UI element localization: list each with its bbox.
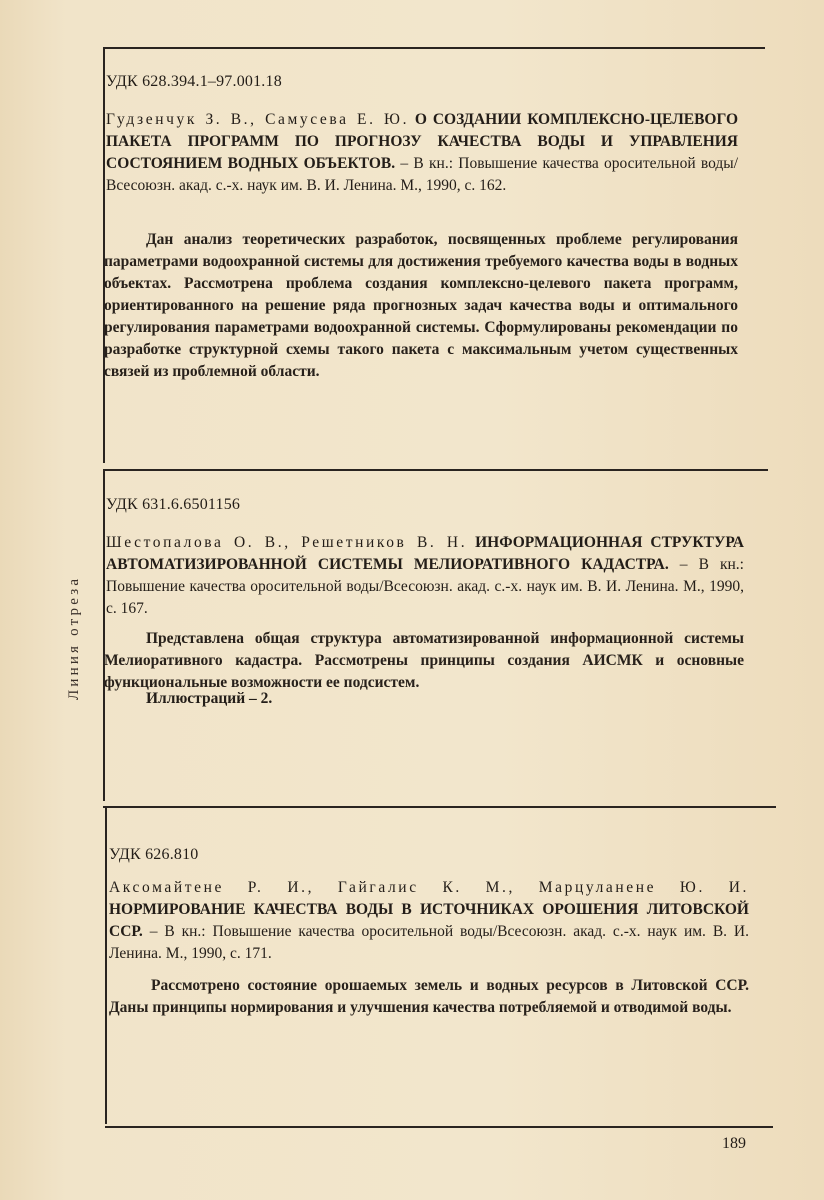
card-2-source: – В кн.: Повышение качества оросительной воды/Всесоюзн. акад. с.-х. наук им. В. И. Ленина. М., 1990, с. 167. [106, 556, 744, 617]
card-2-illustrations: Иллюстраций – 2. [146, 690, 273, 707]
card-2-title: ИНФОРМАЦИОННАЯ СТРУКТУРА АВТОМАТИЗИРОВАННОЙ СИСТЕМЫ МЕЛИОРАТИВНОГО КАДАСТРА. [106, 534, 744, 573]
cut-line-label: Линия отреза [66, 575, 82, 700]
card-3-bottom-border [105, 1126, 773, 1128]
card-3-authors: Аксомайтене Р. И., Гайгалис К. М., Марцуланене Ю. И. [109, 879, 749, 896]
card-1-authors: Гудзенчук З. В., Самусева Е. Ю. [106, 111, 410, 128]
card-2-abstract: Представлена общая структура автоматизированной информационной системы Мелиоративного кадастра. Рассмотрены принципы создания АИСМК и основные функциональные возможности ее подсистем. [104, 630, 744, 691]
card-3-citation [109, 877, 749, 965]
card-3-abstract: Рассмотрено состояние орошаемых земель и водных ресурсов в Литовской ССР. Даны принципы нормирования и улучшения качества потребляемой и отводимой воды. [109, 977, 749, 1016]
card-1-top-border [103, 47, 765, 49]
card-3-title: НОРМИРОВАНИЕ КАЧЕСТВА ВОДЫ В ИСТОЧНИКАХ ОРОШЕНИЯ ЛИТОВСКОЙ ССР. [109, 901, 749, 940]
card-3-left-border [105, 806, 107, 1124]
card-1-title: О СОЗДАНИИ КОМПЛЕКСНО-ЦЕЛЕВОГО ПАКЕТА ПРОГРАММ ПО ПРОГНОЗУ КАЧЕСТВА ВОДЫ И УПРАВЛЕНИЯ СОСТОЯНИЕМ ВОДНЫХ ОБЪЕКТОВ. [106, 111, 739, 172]
card-2-citation [106, 532, 744, 620]
card-2-udc: УДК 631.6.6501156 [106, 496, 241, 513]
card-1-abstract: Дан анализ теоретических разработок, посвященных проблеме регулирования параметрами водоохранной системы для достижения требуемого качества воды в водных объектах. Рассмотрена проблема создания комплексно-целевого пакета программ, ориентированного на решение ряда прогнозных задач качества воды и оптимального регулирования параметрами водоохранной системы. Сформулированы рекомендации по разработке структурной схемы такого пакета с максимальным учетом существенных связей из проблемной области. [104, 231, 738, 380]
card-1-citation [106, 109, 738, 197]
card-3-udc: УДК 626.810 [109, 846, 199, 863]
card-2-bottom-border [103, 806, 776, 808]
card-1-bottom-border [103, 469, 768, 471]
card-1-udc: УДК 628.394.1–97.001.18 [106, 73, 282, 90]
page-number: 189 [722, 1135, 746, 1152]
card-3-source: – В кн.: Повышение качества оросительной воды/Всесоюзн. акад. с.-х. наук им. В. И. Ленина. М., 1990, с. 171. [109, 923, 750, 962]
card-2-authors: Шестопалова О. В., Решетников В. Н. [106, 534, 468, 551]
card-1-source: – В кн.: Повышение качества оросительной воды/Всесоюзн. акад. с.-х. наук им. В. И. Ленина. М., 1990, с. 162. [106, 155, 739, 194]
